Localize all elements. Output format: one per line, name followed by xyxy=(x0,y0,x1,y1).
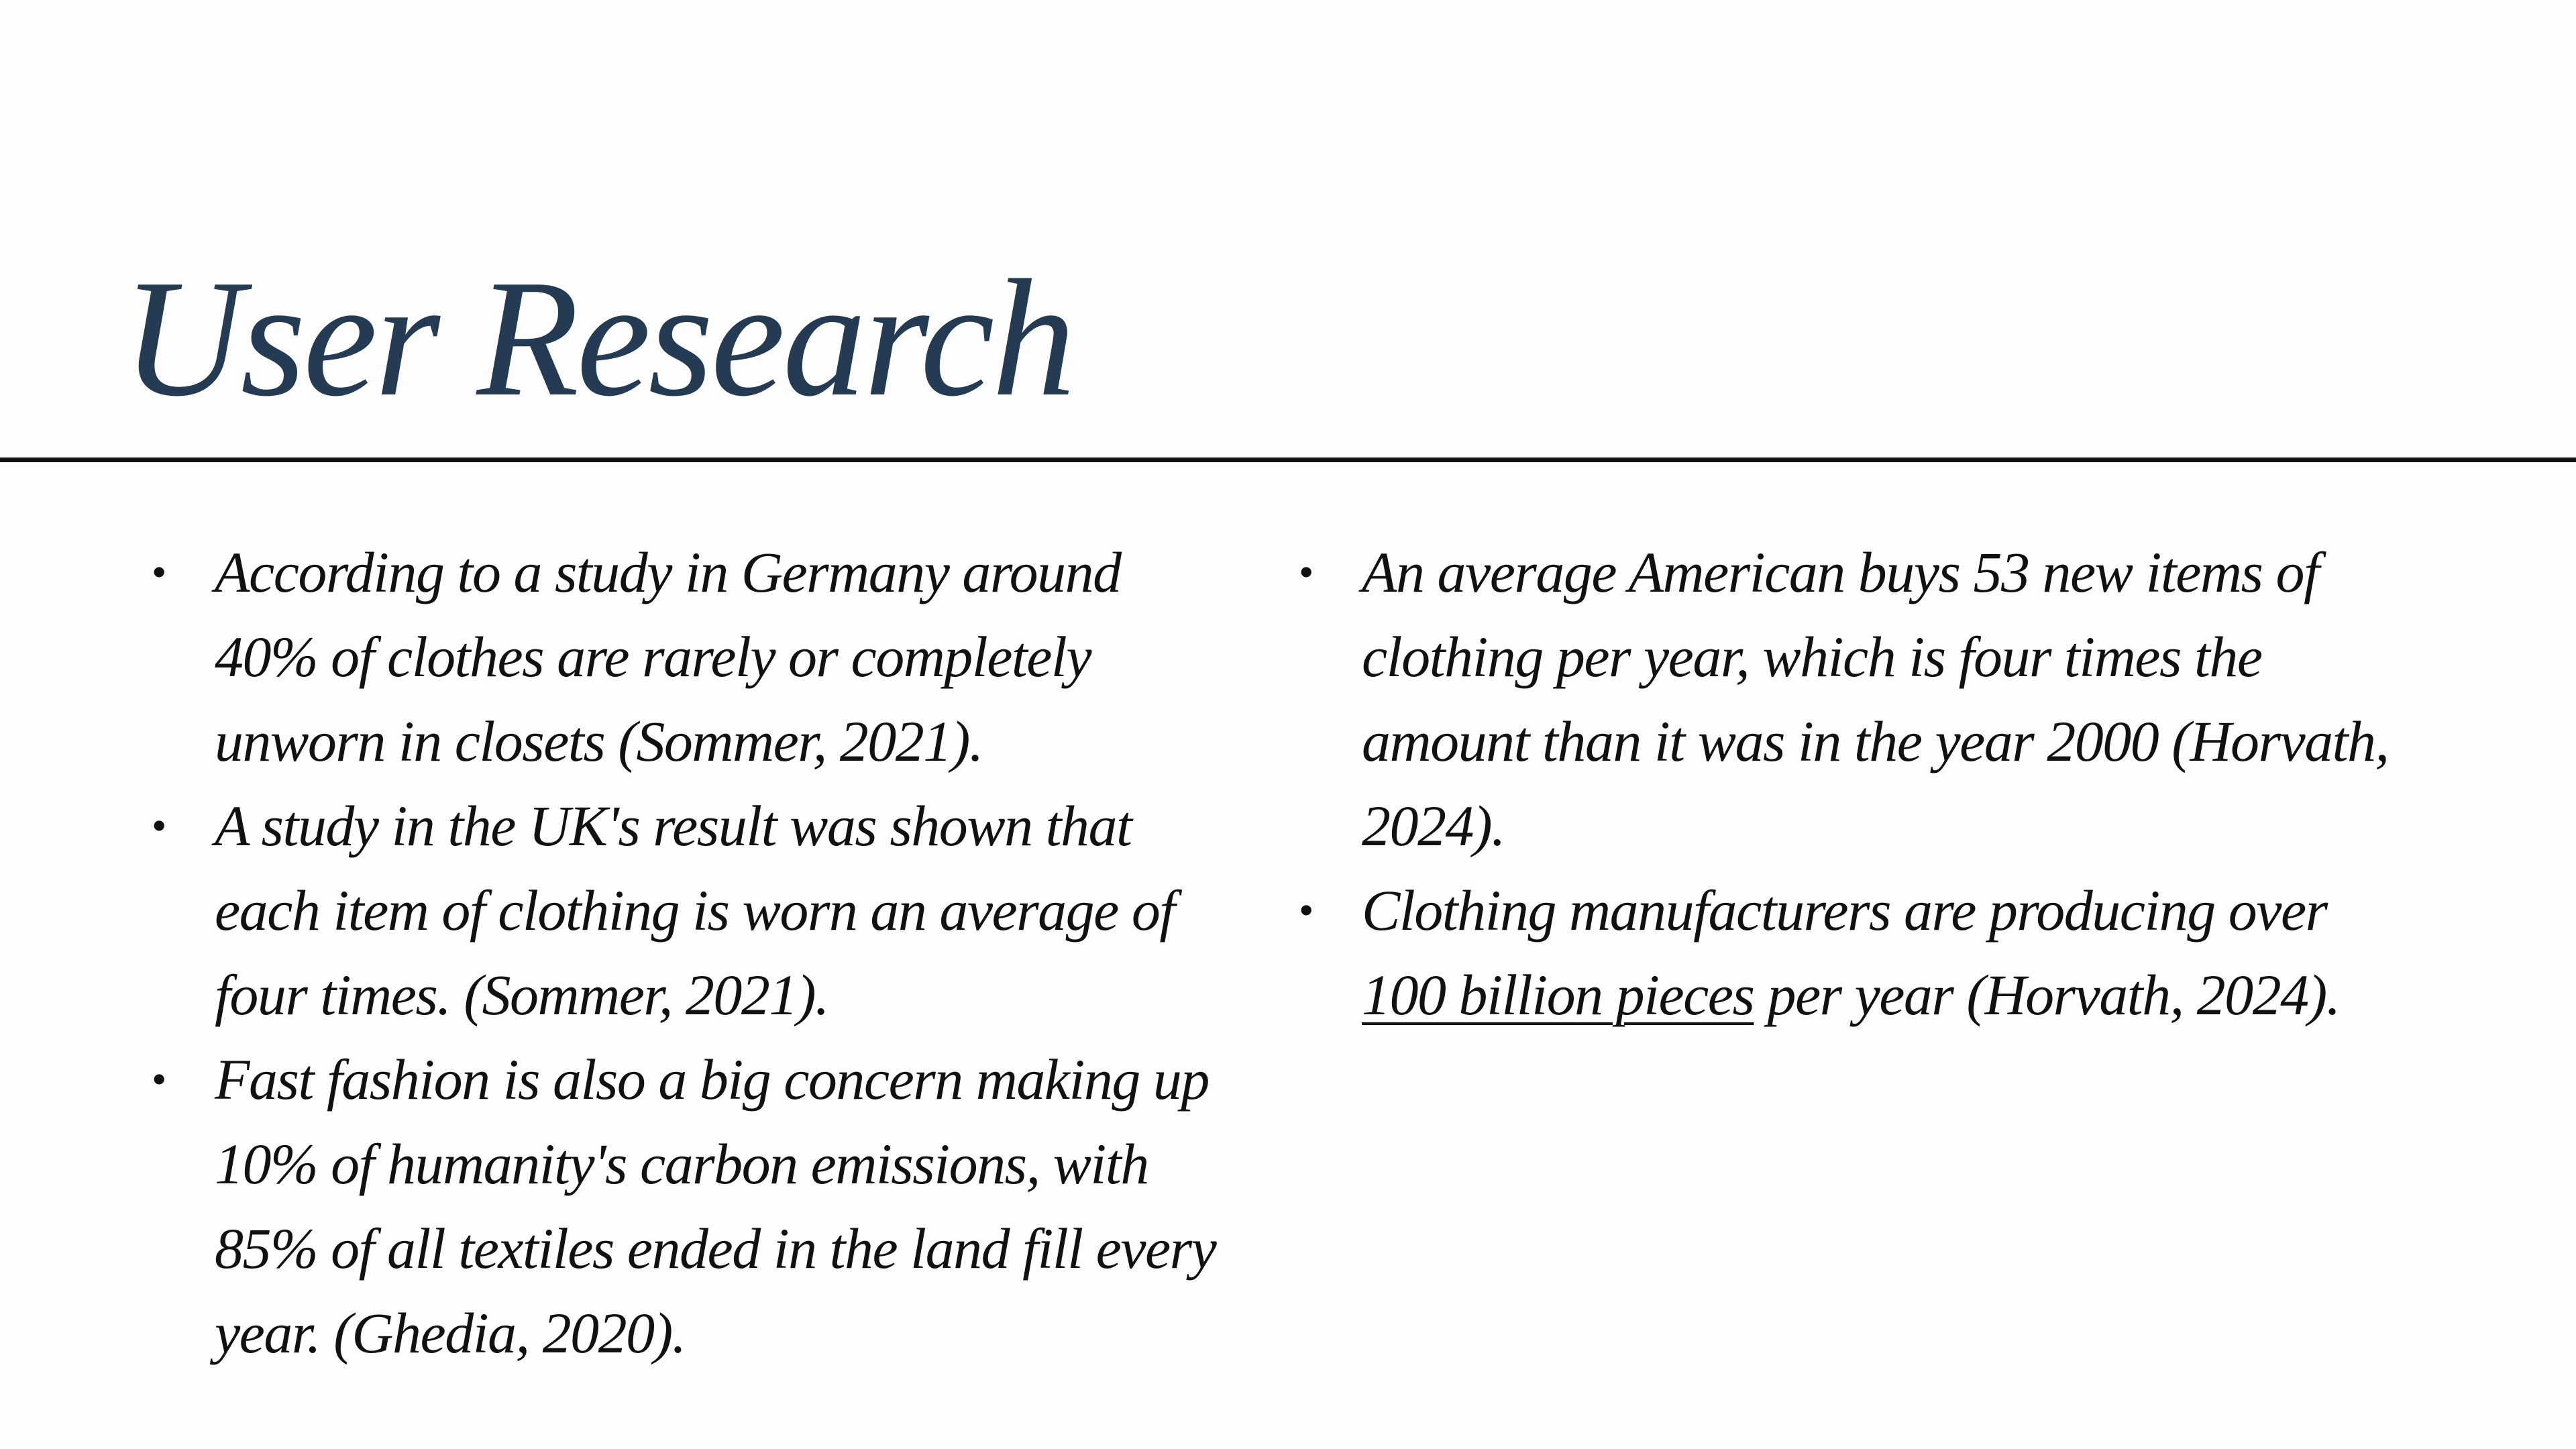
bullet-dot-icon: • xyxy=(1299,886,1313,934)
bullet-text: An average American buys 53 new items of clothing per year, which is four times the amount than it was in the year 2000 (Horvath, 2024). xyxy=(1362,540,2389,858)
bullet-fast-fashion xyxy=(149,1037,1222,1375)
bullet-text: A study in the UK's result was shown that each item of clothing is worn an average of four times. (Sommer, 2021). xyxy=(215,794,1175,1027)
slide-title: User Research xyxy=(122,246,1073,431)
bullet-uk-study xyxy=(149,784,1222,1037)
bullet-text-suffix: per year (Horvath, 2024). xyxy=(1754,963,2340,1027)
right-bullet-list xyxy=(1296,530,2403,1037)
bullet-american-purchases xyxy=(1296,530,2403,868)
bullet-text-prefix: Clothing manufacturers are producing over xyxy=(1362,878,2327,943)
bullet-dot-icon: • xyxy=(152,1055,166,1103)
bullet-dot-icon: • xyxy=(1299,548,1313,596)
title-divider xyxy=(0,458,2576,462)
bullet-germany-study xyxy=(149,530,1222,784)
bullet-dot-icon: • xyxy=(152,548,166,596)
bullet-text: According to a study in Germany around 40% of clothes are rarely or completely unworn in closets (Sommer, 2021). xyxy=(215,540,1121,773)
bullet-text: Fast fashion is also a big concern making up 10% of humanity's carbon emissions, with 85% of all textiles ended in the land fill every year. (Ghedia, 2020). xyxy=(215,1047,1216,1365)
left-bullet-list xyxy=(149,530,1222,1375)
bullet-dot-icon: • xyxy=(152,802,166,849)
underlined-statistic: 100 billion pieces xyxy=(1362,963,1754,1027)
bullet-manufacturing xyxy=(1296,868,2403,1037)
